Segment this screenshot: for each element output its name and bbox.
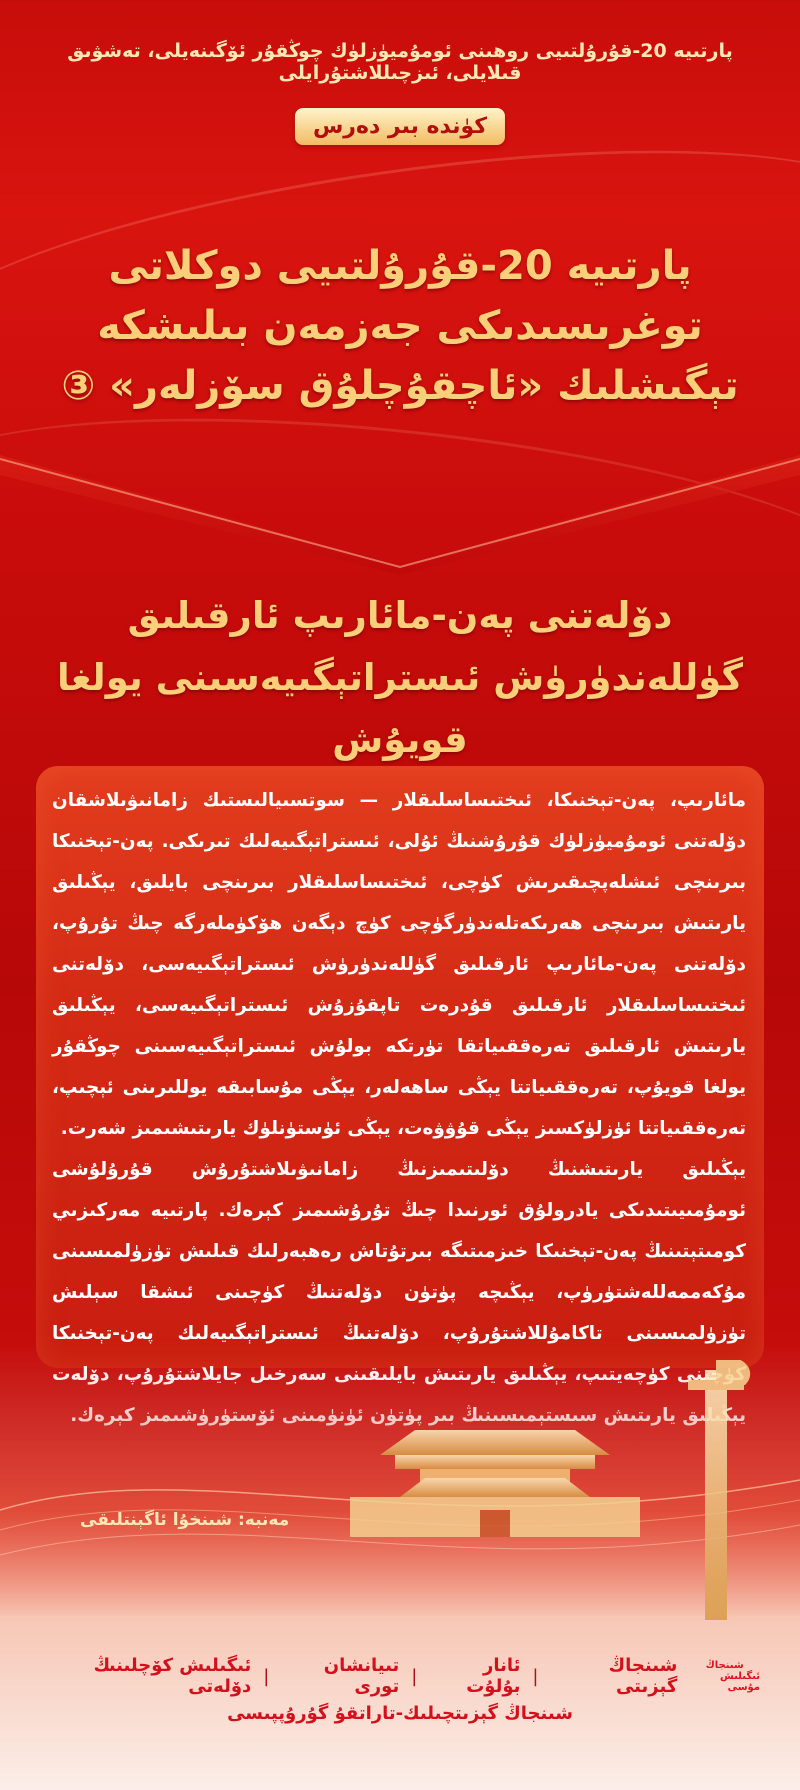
heading-line: دۆلەتنى پەن-مائارىپ ئارقىلىق <box>127 594 673 637</box>
chevron-divider <box>0 455 800 575</box>
body-paragraph: يېڭىلىق يارىتىشنىڭ دۆلىتىمىزنىڭ زامانىۋىلاشتۇرۇش قۇرۇلۇشى ئومۇمىيىتىدىكى يادرولۇق ئورنىدا چىڭ تۇرۇشىمىز كېرەك. پارتىيە مەركىزىي كومىتېتىنىڭ پەن-تېخنىكا خىزمىتىگە بىرتۇتاش رەھبەرلىك قىلىش تۈزۈلمىسىنى مۇكەممەللەشتۈرۈپ، يېڭىچە پۈتۈن دۆلەتنىڭ كۈچىنى ئىشقا سېلىش تۈزۈلمىسىنى تاكامۇللاشتۇرۇپ، دۆلەتنىڭ ئىستراتېگىيەلىك پەن-تېخنىكا <box>52 1159 746 1344</box>
body-text-card <box>36 766 764 1368</box>
campaign-slogan: پارتىيە 20-قۇرۇلتىيى روھىنى ئومۇميۈزلۈك چوڭقۇر ئۆگىنەيلى، تەشۋىق قىلايلى، ئىزچىللاشتۇرايلى <box>67 40 733 84</box>
tiananmen-scenery <box>0 1360 800 1790</box>
series-tag: كۈندە بىر دەرس <box>295 108 505 145</box>
logo-text: شىنجاڭ <box>705 1659 744 1671</box>
publisher-name: ئانار بۇلۇت <box>466 1655 521 1697</box>
separator: | <box>532 1665 539 1687</box>
separator: | <box>411 1665 418 1687</box>
body-paragraph: مائارىپ، پەن-تېخنىكا، ئىختىساسلىقلار — سوتسىيالىستىك زامانىۋىلاشقان دۆلەتنى ئومۇميۈزلۈك قۇرۇشنىڭ ئۇلى، ئىستراتېگىيەلىك تىرىكى. پەن-تېخنىكا بىرىنچى ئىشلەپچىقىرىش كۈچى، ئىختىساسلىقلار بىرىنچى بايلىق، يېڭىلىق يارىتىش بىرىنچى ھەرىكەتلەندۈرگۈچى كۈچ دېگەن ھۆكۈملەرگە چىڭ تۇرۇپ، دۆلەتنى پەن-مائارىپ ئارقىلىق گۈللەندۈرۈش ئىستراتېگىيەسى، دۆلەتنى ئىختىساسلىقلار ئارقىلىق قۇدرەت تاپقۇزۇش ئىستراتېگىيەسى، يېڭىلىق يارىتىش ئارقىلىق تەرەققىياتقا تۈرتكە بولۇش ئىستراتېگىيەسىنى چوڭقۇر يولغا قويۇپ، تەرەققىياتتا يېڭى ساھەلەر، يېڭى مۇسابىقە يوللىرىنى ئېچىپ، تەرەققىياتتا ئۈزلۈكسىز يېڭى قۇۋۋەت، يېڭى ئۈستۈنلۈك يارىتىشىمىز شەرت. <box>52 790 746 1139</box>
separator: | <box>263 1665 270 1687</box>
publisher-group: شىنجاڭ گېزىتچىلىك-تاراتقۇ گۇرۇپپىسى <box>227 1703 573 1724</box>
publisher-name: ئىگىلىش كۆچلىنىڭ دۆلەتى <box>93 1655 252 1697</box>
logo-text: ئىگىلىش مۇسى <box>719 1670 760 1693</box>
publisher-logo <box>689 1660 760 1693</box>
title-line: توغرىسىدىكى جەزمەن بىلىشكە <box>97 303 703 349</box>
heading-line: گۈللەندۈرۈش ئىستراتېگىيەسىنى يولغا قويۇش <box>57 656 743 761</box>
source-credit: مەنبە: شىنخۇا ئاگېنتلىقى <box>80 1510 290 1530</box>
main-title <box>40 236 760 416</box>
publisher-row <box>40 1655 760 1697</box>
publisher-name: تىيانشان تورى <box>323 1655 400 1697</box>
title-line: پارتىيە 20-قۇرۇلتىيى دوكلاتى <box>108 243 692 289</box>
section-heading <box>30 585 770 771</box>
title-line: تېگىشلىك «ئاچقۇچلۇق سۆزلەر» ③ <box>61 363 739 409</box>
publisher-name: شىنجاڭ گېزىتى <box>608 1655 678 1697</box>
